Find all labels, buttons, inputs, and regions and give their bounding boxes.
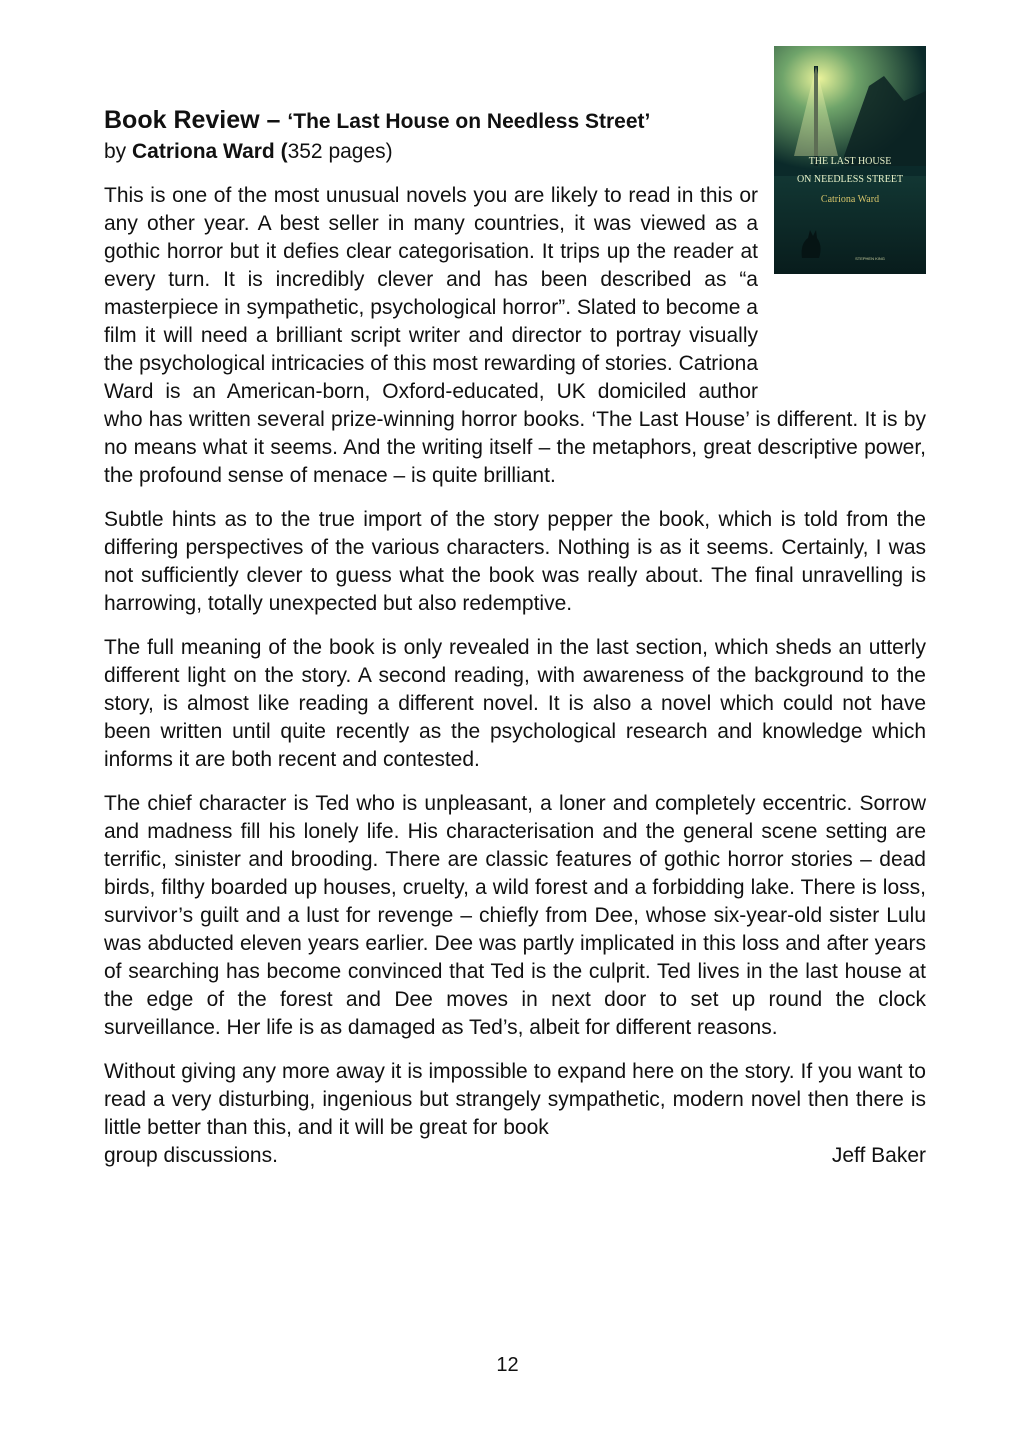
review-paragraph-2: Subtle hints as to the true import of the story pepper the book, which is told from the differing perspectives of the various characters. Nothing is as it seems. Certainly, I was not sufficiently clever to guess what the book was really about. The final unravelling is harrowing, totally unexpected but also redemptive. xyxy=(104,508,926,615)
review-paragraph-5: Without giving any more away it is impossible to expand here on the story. If you want to read a very disturbing, ingenious but strangely sympathetic, modern novel then there is little better than this, and it will be great for book xyxy=(104,1060,926,1139)
author-name: Catriona Ward ( xyxy=(132,140,288,163)
closing-line xyxy=(104,1142,926,1170)
closing-text: group discussions. xyxy=(104,1144,278,1167)
book-cover-illustration xyxy=(774,46,926,274)
cover-author: Catriona Ward xyxy=(820,194,880,205)
cover-blurb: STEPHEN KING xyxy=(855,256,885,261)
page-title: Book Review – xyxy=(104,106,288,134)
byline-prefix: by xyxy=(104,140,133,163)
review-page xyxy=(104,46,926,1170)
cover-title-line2: ON NEEDLESS STREET xyxy=(796,174,904,185)
page-number: 12 xyxy=(496,1354,519,1376)
review-heading xyxy=(104,106,784,168)
page-count: 352 pages) xyxy=(287,140,393,163)
review-paragraph-3: The full meaning of the book is only revealed in the last section, which sheds an utterly different light on the story. A second reading, with awareness of the background to the story, is almost like reading a different novel. It is also a novel which could not have been written until quite recently as the psychological research and knowledge which informs it are both recent and contested. xyxy=(104,636,926,771)
reviewer-signature: Jeff Baker xyxy=(831,1144,926,1167)
review-paragraph-4: The chief character is Ted who is unpleasant, a loner and completely eccentric. Sorrow and madness fill his lonely life. His characterisation and the general scene setting are terrific, sinister and brooding. There are classic features of gothic horror stories – dead birds, filthy boarded up houses, cruelty, a wild forest and a forbidding lake. There is loss, survivor’s guilt and a lust for revenge – chiefly from Dee, whose six-year-old sister Lulu was abducted eleven years earlier. Dee was partly implicated in this loss and after years of searching has become convinced that Ted is the culprit. Ted lives in the last house at the edge of the forest and Dee moves in next door to set up round the clock surveillance. Her life is as damaged as Ted’s, albeit for different reasons. xyxy=(104,792,926,1039)
book-title: ‘The Last House on Needless Street’ xyxy=(287,110,651,133)
byline xyxy=(104,140,393,163)
paragraph-text: This is one of the most unusual novels you are likely to read in this or any other year. A best seller in many countries, it was viewed as a gothic horror but it defies clear categorisation. It trips up the reader at every turn. It is incredibly clever and has been described as “a masterpiece in sympathetic, psychological horror”. Slated to become a film it will need a brilliant script writer and director to portray visually the psychological intricacies of this most rewarding of stories. Catriona Ward is an American-born, Oxford-educated, UK domiciled author who has written several prize-winning horror books. ‘The Last House’ is different. It is by no means what it seems. And the writing itself – the metaphors, great descriptive power, the profound sense of menace – is quite brilliant. xyxy=(104,184,926,487)
book-cover-image xyxy=(774,46,926,274)
cover-title-line1: THE LAST HOUSE xyxy=(808,156,892,167)
